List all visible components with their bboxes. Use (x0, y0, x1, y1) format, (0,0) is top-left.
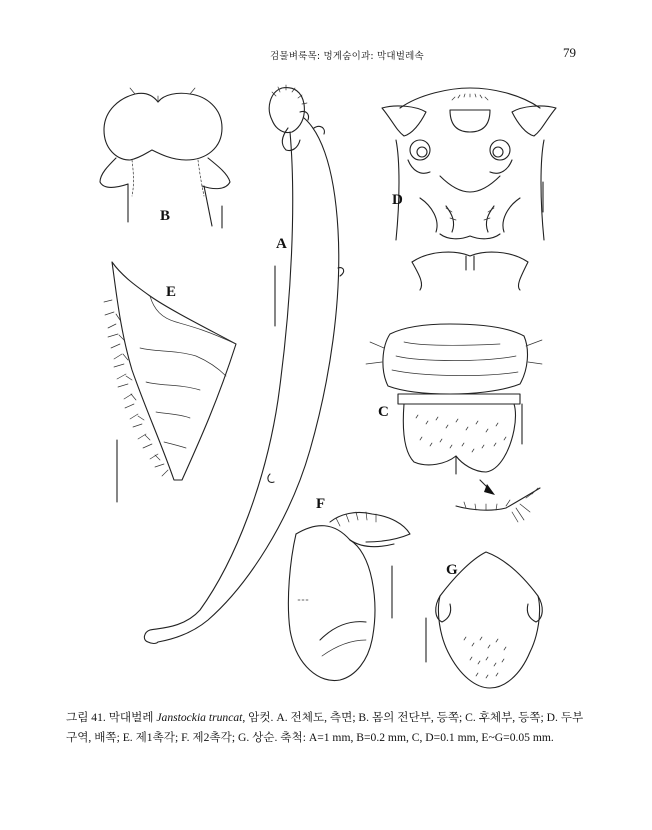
panel-d-drawing (382, 88, 556, 290)
running-title: 검물벼룩목: 멍게숨이과: 막대벌레속 (270, 51, 424, 62)
panel-g-drawing (426, 552, 542, 688)
panel-label-e: E (166, 284, 177, 300)
panel-c-drawing (366, 324, 542, 522)
page-number: 79 (563, 45, 576, 60)
panel-a-drawing (144, 85, 343, 644)
panel-label-c: C (378, 404, 389, 420)
panel-f-drawing (288, 512, 410, 681)
caption-species: Janstockia truncat (156, 711, 243, 724)
panel-e-setae (104, 300, 168, 476)
panel-label-d: D (392, 192, 403, 208)
panel-label-f: F (316, 496, 326, 512)
caption-prefix: 그림 41. 막대벌레 (66, 711, 157, 724)
panel-label-b: B (160, 208, 171, 224)
panel-c-hairs (416, 415, 506, 452)
caption-body: , 암컷. A. 전체도, 측면; B. 몸의 전단부, 등쪽; C. 후체부, 등쪽; D. 두부 구역, 배쪽; E. 제1촉각; F. 제2촉각; G. 상순. 축척: A=1 mm, B=0.2 mm, C, D=0.1 mm, E~G=0.05 mm. (66, 711, 584, 744)
figure-caption (66, 708, 594, 748)
panel-label-g: G (446, 562, 458, 578)
panel-b-drawing (100, 88, 230, 228)
panel-label-a: A (276, 236, 287, 252)
